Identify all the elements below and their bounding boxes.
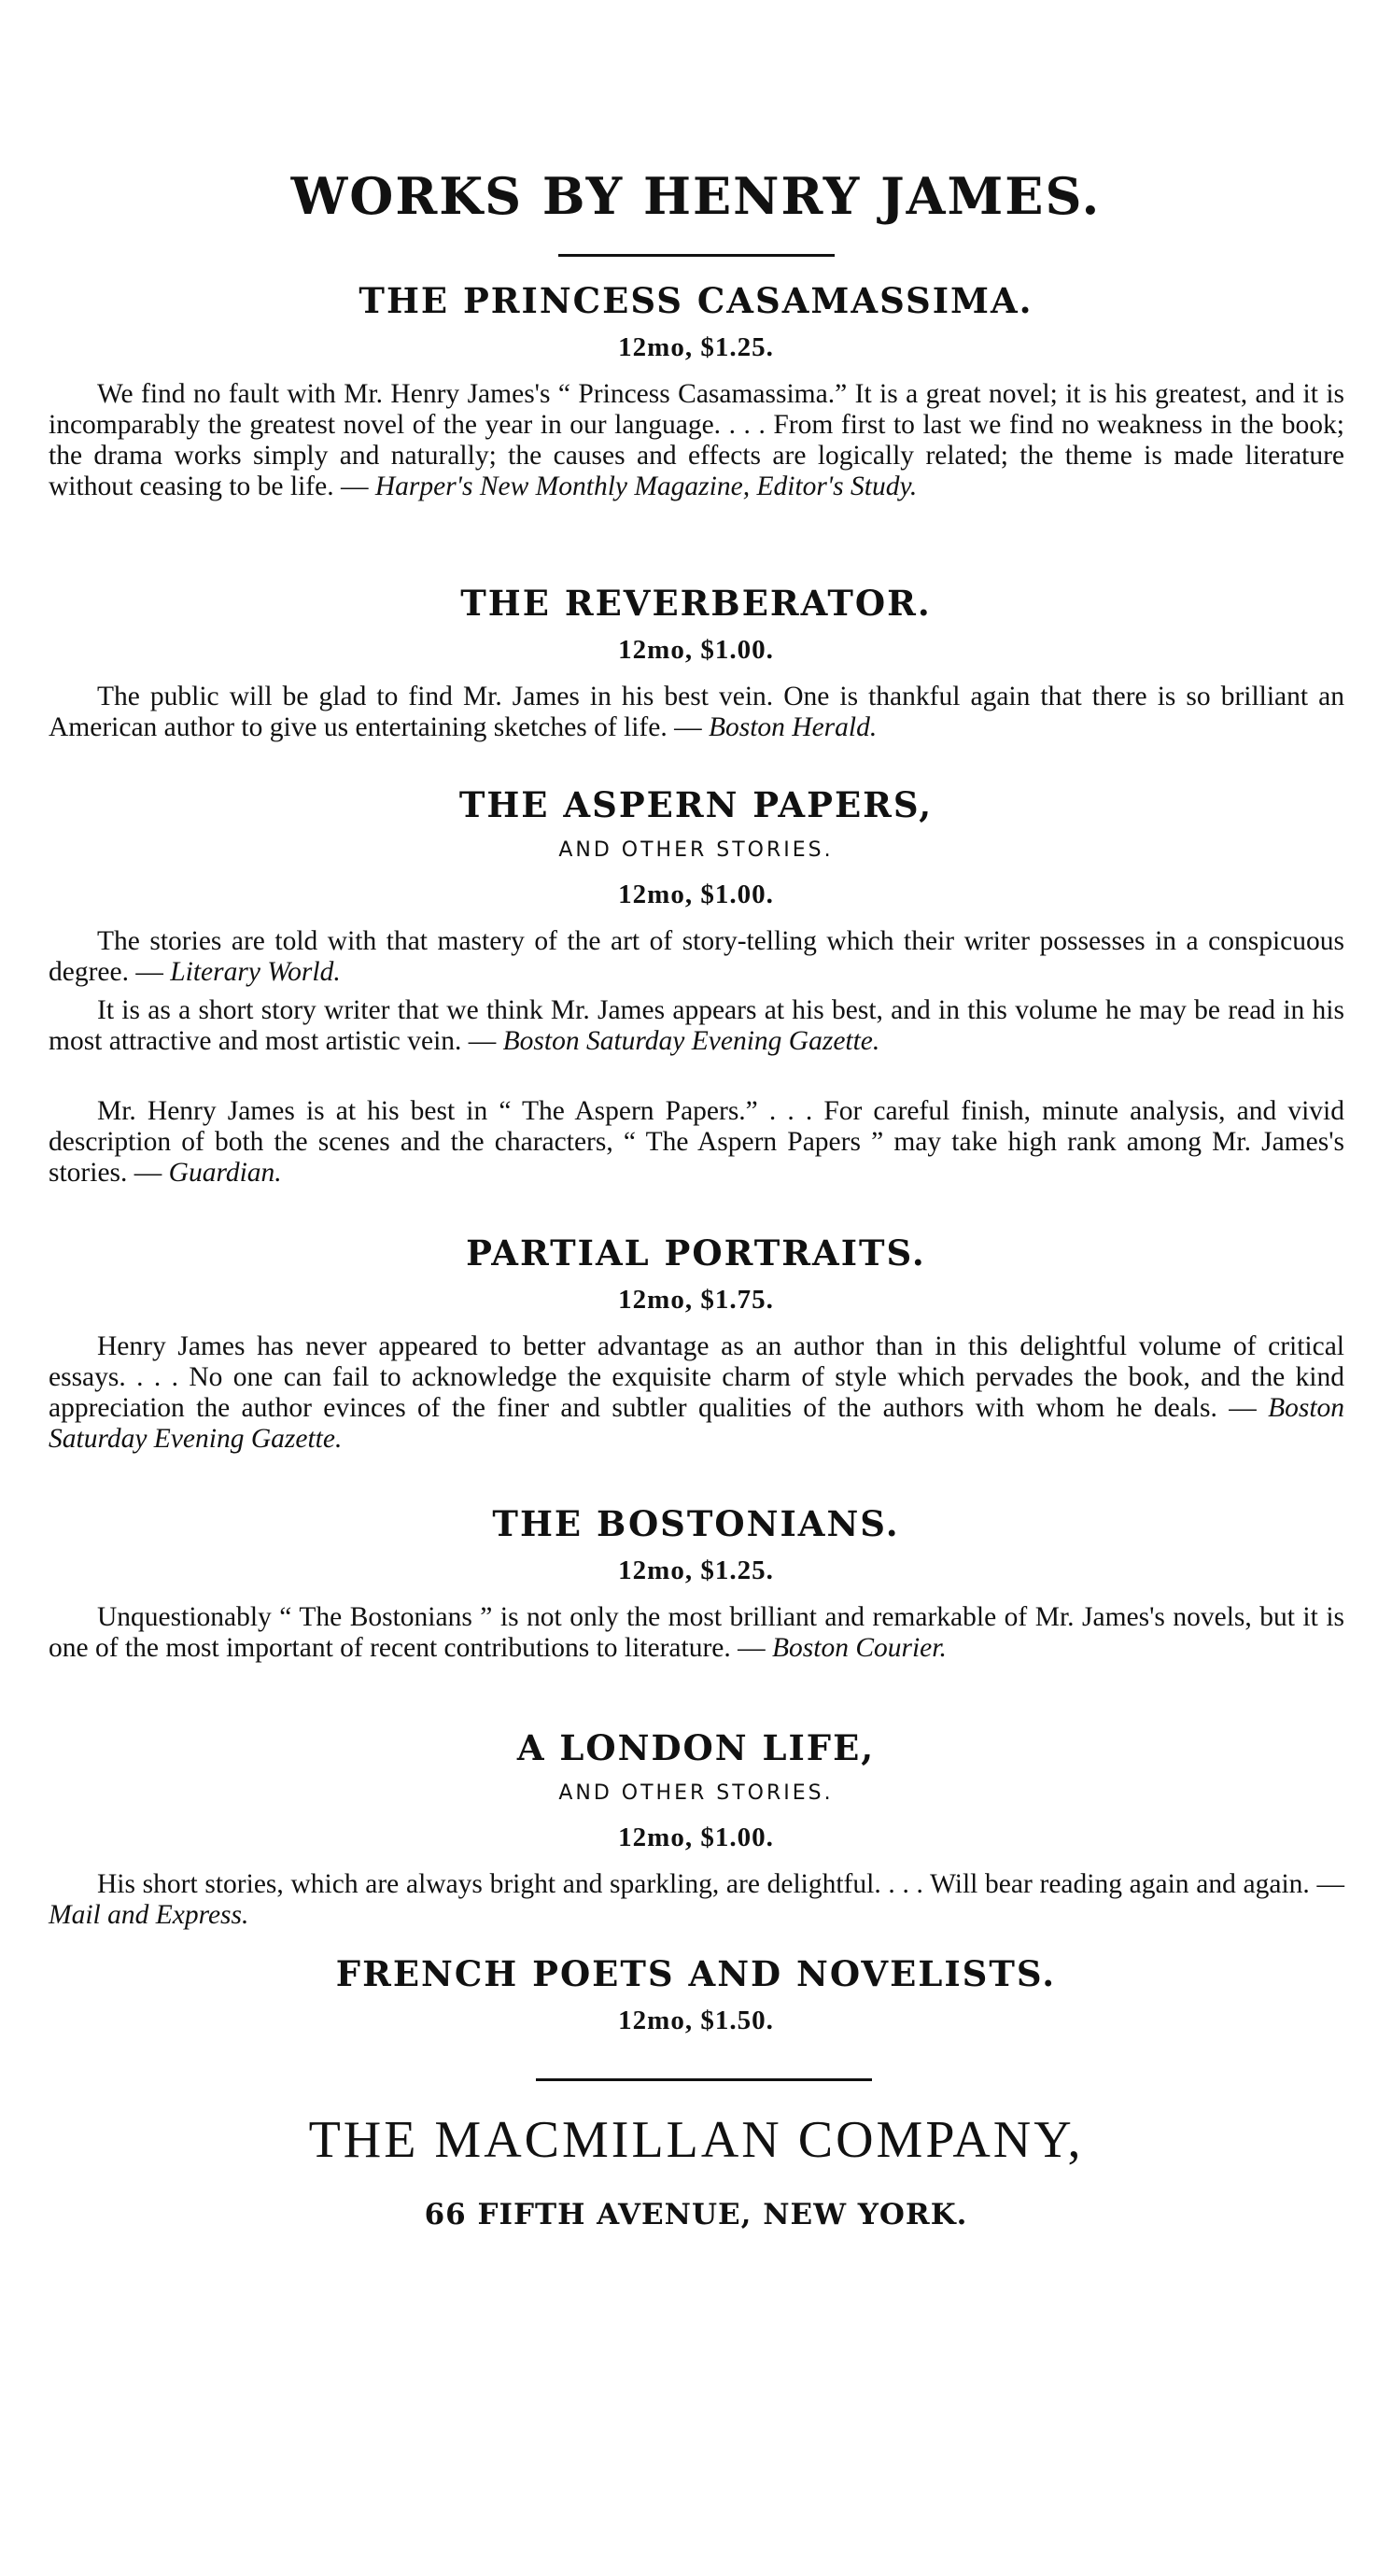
review-text: Unquestionably “ The Bostonians ” is not only the most brilliant and remarkable of Mr. James's novels, but it is one of the most important of recent contributions to literature. — Boston Courier. — [49, 1602, 1344, 1663]
book-price: 12mo, $1.50. — [618, 2006, 774, 2035]
book-price: 12mo, $1.00. — [618, 880, 774, 909]
review-source: Boston Courier. — [772, 1633, 947, 1663]
review-source: Guardian. — [168, 1158, 282, 1188]
book-title-london-life: A LONDON LIFE, — [516, 1727, 876, 1768]
review-text: His short stories, which are always bright and sparkling, are delightful. . . . Will bear reading again and again. — Mail and Express. — [49, 1869, 1344, 1930]
book-title-partial-portraits: PARTIAL PORTRAITS. — [466, 1232, 926, 1274]
review-text: It is as a short story writer that we think Mr. James appears at his best, and in this volume he may be read in his most attractive and most artistic vein. — Boston Saturday Evening Gazette. — [49, 995, 1344, 1056]
book-price: 12mo, $1.25. — [618, 332, 774, 362]
review-source: Boston Saturday Evening Gazette. — [502, 1026, 880, 1056]
review-text: The stories are told with that mastery of the art of story-telling which their writer possesses in a conspicuous degree. — Literary World. — [49, 926, 1344, 987]
book-subtitle: AND OTHER STORIES. — [558, 838, 834, 862]
publisher-address: 66 FIFTH AVENUE, NEW YORK. — [424, 2198, 968, 2231]
review-source: Harper's New Monthly Magazine, Editor's Study. — [374, 472, 918, 501]
title-divider — [558, 254, 835, 257]
book-subtitle: AND OTHER STORIES. — [558, 1781, 834, 1805]
book-price: 12mo, $1.75. — [618, 1285, 774, 1315]
review-text: The public will be glad to find Mr. James in his best vein. One is thankful again that there is so brilliant an American author to give us entertaining sketches of life. — Boston Herald. — [49, 682, 1344, 742]
book-title-aspern-papers: THE ASPERN PAPERS, — [458, 784, 934, 825]
publisher-name: THE MACMILLAN COMPANY, — [308, 2111, 1084, 2169]
book-price: 12mo, $1.00. — [618, 635, 774, 665]
book-title-princess-casamassima: THE PRINCESS CASAMASSIMA. — [359, 280, 1033, 321]
page-title: WORKS BY HENRY JAMES. — [290, 166, 1102, 226]
review-text: We find no fault with Mr. Henry James's “ Princess Casamassima.” It is a great novel; it is his greatest, and it is incomparably the greatest novel of the year in our language. . . . From first to last we find no weakness in the book; the drama works simply and naturally; the causes and effects are logically related; the theme is made literature without ceasing to be life. — Harper's New Monthly Magazine, Editor's Study. — [49, 379, 1344, 501]
book-title-bostonians: THE BOSTONIANS. — [492, 1503, 900, 1544]
review-source: Mail and Express. — [49, 1900, 249, 1930]
review-source: Literary World. — [170, 957, 341, 987]
book-title-french-poets: FRENCH POETS AND NOVELISTS. — [335, 1953, 1057, 1994]
review-source: Boston Saturday Evening Gazette. — [49, 1393, 1345, 1454]
review-text: Mr. Henry James is at his best in “ The Aspern Papers.” . . . For careful finish, minute analysis, and vivid description of both the scenes and the characters, “ The Aspern Papers ” may take high rank among Mr. James's stories. — Guardian. — [49, 1096, 1344, 1188]
publisher-divider — [536, 2078, 872, 2081]
book-price: 12mo, $1.25. — [618, 1555, 774, 1585]
book-price: 12mo, $1.00. — [618, 1823, 774, 1852]
book-title-reverberator: THE REVERBERATOR. — [460, 583, 932, 624]
review-text: Henry James has never appeared to better advantage as an author than in this delightful volume of critical essays. . . . No one can fail to acknowledge the exquisite charm of style which pervades the book, and the kind appreciation the author evinces of the finer and subtler qualities of the authors with whom he deals. — Boston Saturday Evening Gazette. — [49, 1331, 1345, 1454]
review-source: Boston Herald. — [708, 712, 878, 742]
